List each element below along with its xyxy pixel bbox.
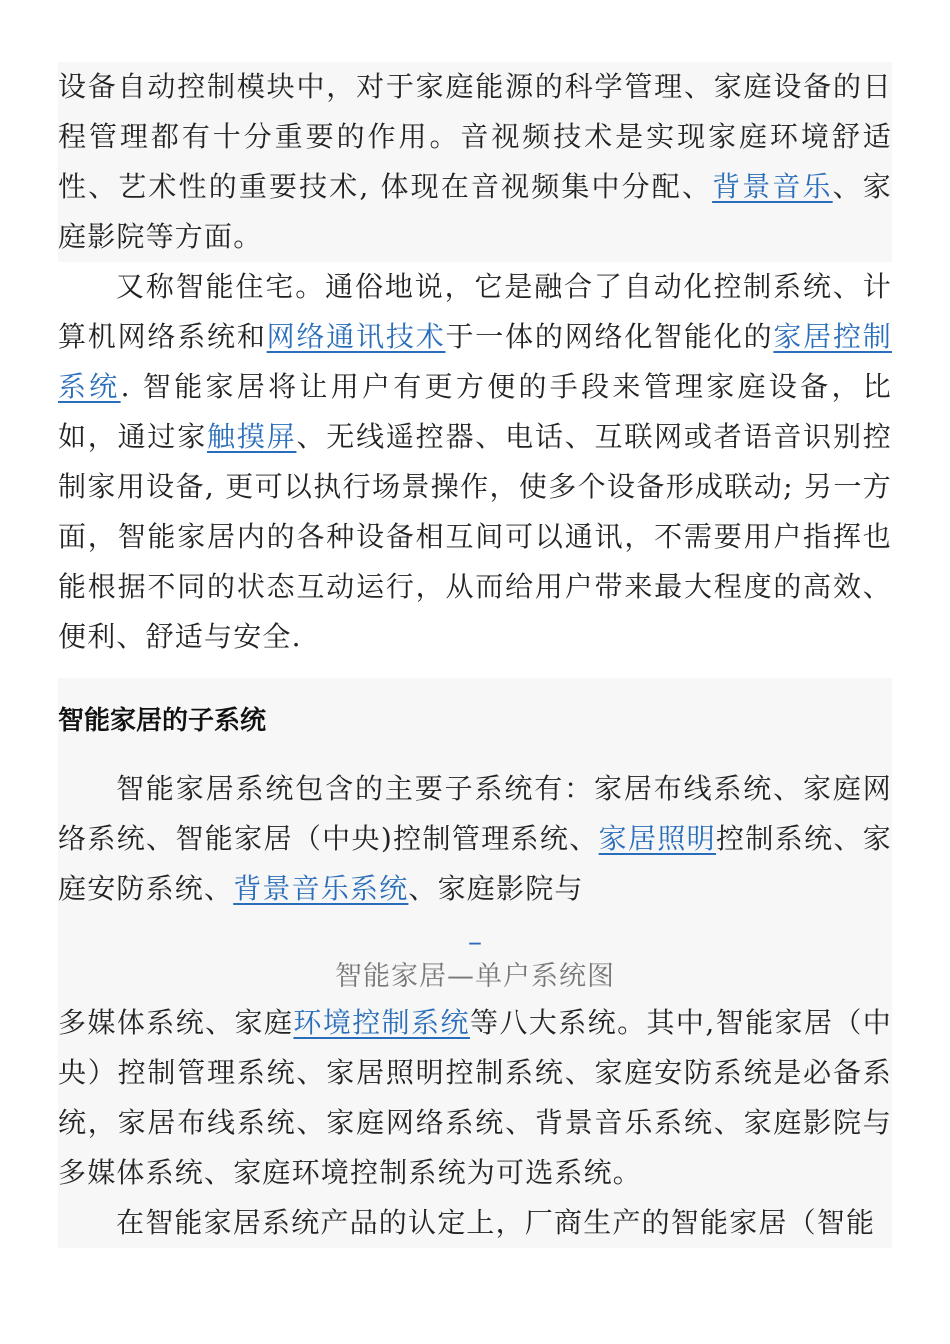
paragraph-1: [58, 62, 892, 262]
text-run: . 智能家居将让用户有更方便的手段来管理家庭设备，比如，通过家: [58, 370, 892, 453]
link-background-music[interactable]: 背景音乐: [712, 170, 833, 203]
link-background-music-system[interactable]: 背景音乐系统: [233, 872, 409, 905]
paragraph-block-1: [58, 62, 892, 262]
document-page: [58, 62, 892, 1248]
paragraph-block-2: [58, 262, 892, 662]
text-run: 、家庭影院等方面。: [58, 170, 892, 253]
figure-caption: 智能家居—单户系统图: [335, 961, 615, 992]
text-run: 控制系统、家庭安防系统、: [58, 822, 893, 905]
link-home-lighting[interactable]: 家居照明: [598, 822, 717, 855]
figure-image-placeholder: –: [468, 925, 482, 958]
section-block: [58, 678, 892, 998]
text-run: 、家庭影院与: [408, 872, 584, 905]
link-network-communication[interactable]: 网络通讯技术: [266, 320, 446, 353]
paragraph-5: [58, 1198, 892, 1248]
link-home-control-system[interactable]: 家居控制系统: [58, 320, 892, 403]
text-run: 又称智能住宅。通俗地说，它是融合了自动化控制系统、计算机网络系统和: [58, 270, 892, 353]
link-touch-screen[interactable]: 触摸屏: [207, 420, 297, 453]
spacer: [58, 746, 892, 764]
paragraph-4: [58, 998, 892, 1198]
text-run: 多媒体系统、家庭: [58, 1006, 294, 1039]
paragraph-block-4: [58, 998, 892, 1248]
section-heading: 智能家居的子系统: [58, 706, 267, 736]
text-run: 等八大系统。其中,智能家居（中央）控制管理系统、家居照明控制系统、家庭安防系统是必备系统，家居布线系统、家庭网络系统、背景音乐系统、家庭影院与多媒体系统、家庭环境控制系统为可选系统。: [58, 1006, 892, 1189]
link-environment-control[interactable]: 环境控制系统: [293, 1006, 470, 1039]
text-run: 、无线遥控器、电话、互联网或者语音识别控制家用设备, 更可以执行场景操作，使多个设备形成联动; 另一方面，智能家居内的各种设备相互间可以通讯，不需要用户指挥也能根据不同的状态互动运行，从而给用户带来最大程度的高效、便利、舒适与安全.: [58, 420, 892, 653]
paragraph-2: [58, 262, 892, 662]
text-run: 于一体的网络化智能化的: [445, 320, 774, 353]
text-run: 在智能家居系统产品的认定上，厂商生产的智能家居（智能: [116, 1206, 876, 1239]
text-run: 设备自动控制模块中，对于家庭能源的科学管理、家庭设备的日程管理都有十分重要的作用。音视频技术是实现家庭环境舒适性、艺术性的重要技术, 体现在音视频集中分配、: [58, 70, 892, 203]
paragraph-3: [58, 764, 892, 914]
text-run: 智能家居系统包含的主要子系统有：家居布线系统、家庭网络系统、智能家居（中央)控制管理系统、: [58, 772, 892, 855]
figure: [58, 914, 892, 998]
